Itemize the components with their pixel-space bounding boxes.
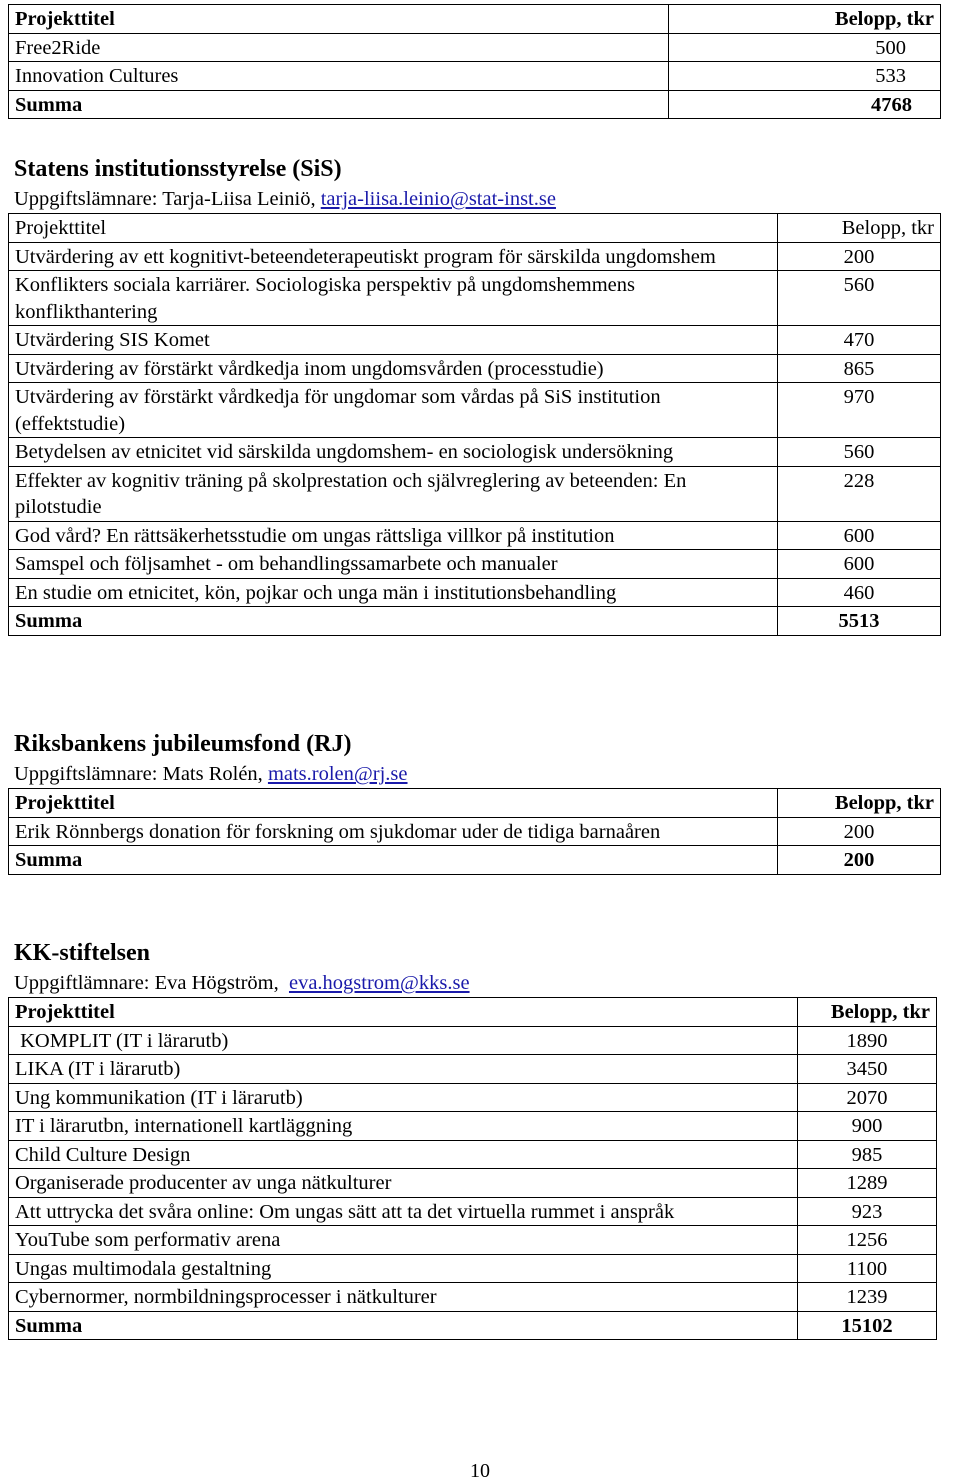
project-title: Att uttrycka det svåra online: Om ungas sätt att ta det virtuella rummet i anspråk <box>9 1197 798 1226</box>
project-title: Samspel och följsamhet - om behandlingssamarbete och manualer <box>9 550 778 579</box>
table-header-row <box>9 214 941 243</box>
project-amount: 470 <box>778 326 941 355</box>
header-amount: Belopp, tkr <box>798 998 937 1027</box>
project-title: Effekter av kognitiv träning på skolprestation och självreglering av beteenden: En pilotstudie <box>9 466 778 521</box>
table-row <box>9 466 941 521</box>
table-header-row <box>9 998 937 1027</box>
contact-label: Uppgiftslämnare: Tarja-Liisa Leiniö, <box>14 188 321 210</box>
table-row <box>9 1083 937 1112</box>
table-rj <box>8 788 940 875</box>
page-number: 10 <box>470 1460 490 1482</box>
project-title: Konflikters sociala karriärer. Sociologiska perspektiv på ungdomshemmens konflikthantering <box>9 271 778 326</box>
table-header-row <box>9 5 941 34</box>
header-title: Projekttitel <box>9 789 778 818</box>
sum-row <box>9 607 941 636</box>
sum-row <box>9 1311 937 1340</box>
table-row <box>9 242 941 271</box>
table-row <box>9 326 941 355</box>
sum-row <box>9 846 941 875</box>
header-title: Projekttitel <box>9 5 669 34</box>
project-amount: 1256 <box>798 1226 937 1255</box>
section-heading-sis: Statens institutionsstyrelse (SiS) <box>14 156 342 182</box>
project-title: Betydelsen av etnicitet vid särskilda ungdomshem- en sociologisk undersökning <box>9 438 778 467</box>
project-title: God vård? En rättsäkerhetsstudie om ungas rättsliga villkor på institution <box>9 521 778 550</box>
grant-table-1 <box>8 4 941 119</box>
project-title: Utvärdering SIS Komet <box>9 326 778 355</box>
email-link[interactable]: mats.rolen@rj.se <box>267 763 408 785</box>
sum-label: Summa <box>9 1311 798 1340</box>
table-header-row <box>9 789 941 818</box>
table-row <box>9 550 941 579</box>
sum-amount: 200 <box>778 846 941 875</box>
sum-amount: 4768 <box>669 90 941 119</box>
table-row <box>9 1140 937 1169</box>
project-title: Ung kommunikation (IT i lärarutb) <box>9 1083 798 1112</box>
project-title: Cybernormer, normbildningsprocesser i nätkulturer <box>9 1283 798 1312</box>
table-row <box>9 578 941 607</box>
project-amount: 2070 <box>798 1083 937 1112</box>
grant-table-kk <box>8 997 937 1340</box>
grant-table-rj <box>8 788 941 875</box>
project-amount: 865 <box>778 354 941 383</box>
project-amount: 1890 <box>798 1026 937 1055</box>
project-amount: 200 <box>778 242 941 271</box>
project-amount: 3450 <box>798 1055 937 1084</box>
section-heading-kk: KK-stiftelsen <box>14 940 150 966</box>
email-link[interactable]: tarja-liisa.leinio@stat-inst.se <box>320 188 556 210</box>
project-title: Child Culture Design <box>9 1140 798 1169</box>
project-amount: 560 <box>778 438 941 467</box>
project-amount: 900 <box>798 1112 937 1141</box>
project-amount: 560 <box>778 271 941 326</box>
header-amount: Belopp, tkr <box>669 5 941 34</box>
section-heading-rj: Riksbankens jubileumsfond (RJ) <box>14 731 352 757</box>
table-row <box>9 62 941 91</box>
table-row <box>9 521 941 550</box>
project-title: IT i lärarutbn, internationell kartläggning <box>9 1112 798 1141</box>
project-title: Innovation Cultures <box>9 62 669 91</box>
project-title: YouTube som performativ arena <box>9 1226 798 1255</box>
project-amount: 200 <box>778 817 941 846</box>
project-title: Utvärdering av förstärkt vårdkedja inom ungdomsvården (processtudie) <box>9 354 778 383</box>
contact-line-rj <box>14 761 408 787</box>
project-amount: 460 <box>778 578 941 607</box>
project-title: En studie om etnicitet, kön, pojkar och unga män i institutionsbehandling <box>9 578 778 607</box>
table-row <box>9 1112 937 1141</box>
project-amount: 500 <box>669 33 941 62</box>
table-continued <box>8 4 940 119</box>
sum-amount: 5513 <box>778 607 941 636</box>
project-amount: 923 <box>798 1197 937 1226</box>
project-amount: 600 <box>778 521 941 550</box>
project-title: Organiserade producenter av unga nätkulturer <box>9 1169 798 1198</box>
project-title: KOMPLIT (IT i lärarutb) <box>9 1026 798 1055</box>
table-row <box>9 1169 937 1198</box>
table-row <box>9 354 941 383</box>
project-title: LIKA (IT i lärarutb) <box>9 1055 798 1084</box>
sum-amount: 15102 <box>798 1311 937 1340</box>
table-row <box>9 438 941 467</box>
header-amount: Belopp, tkr <box>778 214 941 243</box>
sum-label: Summa <box>9 607 778 636</box>
project-amount: 533 <box>669 62 941 91</box>
table-row <box>9 1226 937 1255</box>
project-title: Erik Rönnbergs donation för forskning om sjukdomar uder de tidiga barnaåren <box>9 817 778 846</box>
project-title: Free2Ride <box>9 33 669 62</box>
project-amount: 1289 <box>798 1169 937 1198</box>
project-amount: 1100 <box>798 1254 937 1283</box>
table-row <box>9 1254 937 1283</box>
table-row <box>9 1055 937 1084</box>
contact-label: Uppgiftslämnare: Mats Rolén, <box>14 763 268 785</box>
contact-line-sis <box>14 186 556 212</box>
table-row <box>9 33 941 62</box>
table-kk <box>8 997 936 1340</box>
project-title: Ungas multimodala gestaltning <box>9 1254 798 1283</box>
table-sis <box>8 213 940 636</box>
table-row <box>9 1197 937 1226</box>
header-amount: Belopp, tkr <box>778 789 941 818</box>
table-row <box>9 271 941 326</box>
project-title: Utvärdering av förstärkt vårdkedja för ungdomar som vårdas på SiS institution (effektstudie) <box>9 383 778 438</box>
project-amount: 600 <box>778 550 941 579</box>
project-amount: 1239 <box>798 1283 937 1312</box>
contact-line-kk <box>14 970 470 996</box>
sum-row <box>9 90 941 119</box>
project-amount: 970 <box>778 383 941 438</box>
table-row <box>9 1283 937 1312</box>
header-title: Projekttitel <box>9 998 798 1027</box>
table-row <box>9 383 941 438</box>
grant-table-sis <box>8 213 941 636</box>
email-link[interactable]: eva.hogstrom@kks.se <box>288 972 470 994</box>
sum-label: Summa <box>9 846 778 875</box>
project-amount: 228 <box>778 466 941 521</box>
table-row <box>9 1026 937 1055</box>
project-amount: 985 <box>798 1140 937 1169</box>
header-title: Projekttitel <box>9 214 778 243</box>
sum-label: Summa <box>9 90 669 119</box>
project-title: Utvärdering av ett kognitivt-beteendeterapeutiskt program för särskilda ungdomshem <box>9 242 778 271</box>
table-row <box>9 817 941 846</box>
contact-label: Uppgiftlämnare: Eva Högström, <box>14 972 289 994</box>
